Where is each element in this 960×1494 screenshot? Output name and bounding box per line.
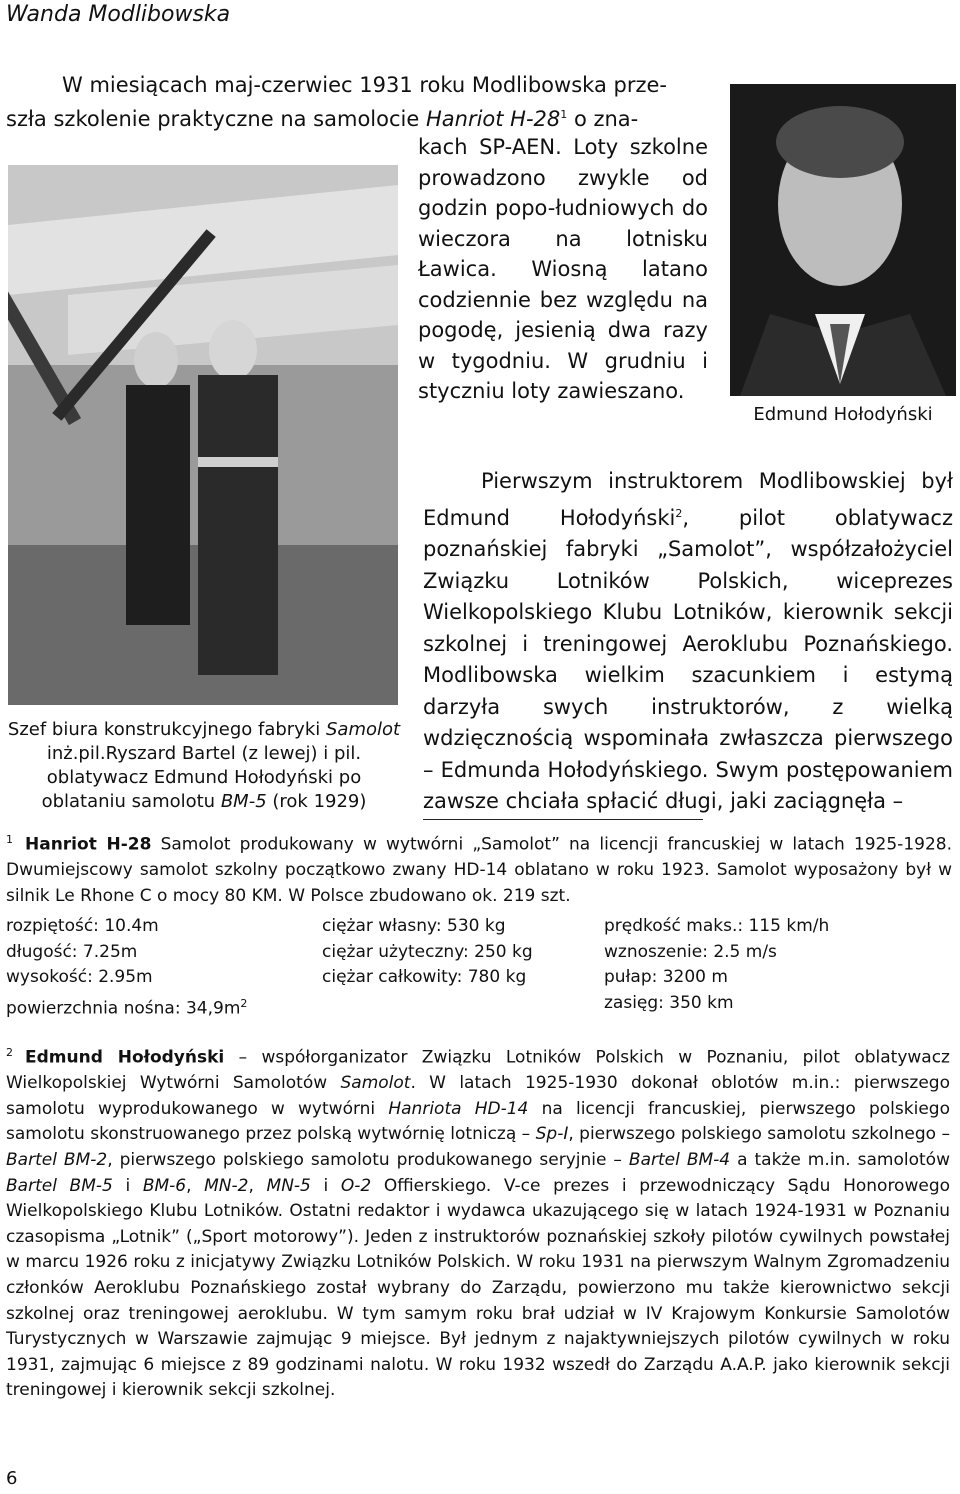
paragraph-instructor: [423, 466, 953, 818]
intro-aircraft: Hanriot H-28: [425, 107, 561, 131]
para2-text-1: Pierwszym instruktorem Modlibowskiej był Edmund Hołodyński: [423, 469, 953, 530]
spec-max-speed: prędkość maks.: 115 km/h: [604, 916, 830, 936]
caption-company: Samolot: [325, 719, 401, 740]
caption-plane: BM-5: [220, 791, 267, 812]
specs-column-2: [322, 914, 533, 991]
footnote-separator: [423, 819, 703, 820]
spec-range: zasięg: 350 km: [604, 992, 734, 1013]
para2-text-2: , pilot oblatywacz poznańskiej fabryki „Samolot”, współzałożyciel Związku Lotników Polskich, wiceprezes Wielkopolskiego Klubu Lotników, kierownik sekcji szkolnej i treningowej Aeroklubu Poznańskiego. Modlibowska wielkim szacunkiem i estymą darzyła swych instruktorów, z wielką wdzięcznością wspominała zwłaszcza pierwszego – Edmunda Hołodyńskiego. Swym postępowaniem zawsze chciała spłacić długi, jaki zaciągnęła –: [423, 505, 954, 813]
footnote-2-number: 2: [6, 1046, 13, 1059]
main-column-text: kach SP-AEN. Loty szkolne prowadzono zwykle od godzin popo-łudniowych do wieczora na lotnisku Ławica. Wiosną latano codziennie bez względu na pogodę, jesienią dwa razy w tygodniu. W grudniu i styczniu loty zawieszano.: [418, 135, 708, 403]
footnote-2-title: Edmund Hołodyński: [25, 1047, 225, 1068]
photo-men-plane-image: [8, 165, 398, 705]
photo-holodynski-portrait: [730, 84, 956, 396]
spec-total-weight: ciężar całkowity: 780 kg: [322, 967, 527, 987]
footnote-1-text: Samolot produkowany w wytwórni „Samolot” na licencji francuskiej w latach 1925-1928. Dwumiejscowy samolot szkolny początkowo zwany HD-14 oblatano w roku 1923. Samolot wyposażony był w silnik Le Rhone C o mocy 80 KM. W Polsce zbudowano ok. 219 szt.: [6, 834, 952, 906]
portrait-image: [730, 84, 956, 396]
spec-payload: ciężar użyteczny: 250 kg: [322, 941, 533, 962]
spec-length: długość: 7.25m: [6, 941, 138, 962]
spec-ceiling: pułap: 3200 m: [604, 967, 728, 987]
photo-left-caption: [4, 718, 404, 814]
footnote-2: $^2$ Edmund Hołodyński – współorganizator Związku Lotników Polskich w Poznaniu, pilot oblatywacz Wielkopolskiej Wytwórni Samolotów Samolot. W latach 1925-1930 dokonał oblotów m.in.: pierwszego samolotu wyprodukowanego w wytwórni Hanriota HD-14 na licencji francuskiej, pierwszego polskiego samolotu skonstruowanego przez polską wytwórnię lotniczą – Sp-I, pierwszego polskiego samolotu szkolnego – Bartel BM-2, pierwszego polskiego samolotu produkowanego seryjnie – Bartel BM-4 a także m.in. samolotów Bartel BM-5 i BM-6, MN-2, MN-5 i O-2 Offierskiego. V-ce prezes i przewodniczący Sądu Honorowego Wielkopolskiego Klubu Lotników. Ostatni redaktor i wydawca ukazującego się w latach 1924-1931 w Poznaniu czasopisma „Lotnik” („Sport motorowy”). Jeden z instruktorów poznańskiej szkoły pilotów cywilnych powstałej w marcu 1926 roku z inicjatywy Związku Lotników Polskich. W roku 1931 na pierwszym Walnym Zgromadzeniu członków Aeroklubu Poznańskiego został wybrany do Zarządu, powierzono mu także kierownictwo sekcji szkolnej oraz treningowej aeroklubu. W tym samym roku brał udział w IV Krajowym Konkursie Samolotów Turystycznych w Warszawie zajmując 9 miejsce. Był jednym z najaktywniejszych pilotów cywilnych w roku 1931, zajmując 6 miejsce z 89 godzinami nalotu. W roku 1932 wszedł do Zarządu A.A.P. jako kierownik sekcji treningowej i kierownik sekcji szkolnej.: [6, 1046, 951, 1401]
caption-part-2: inż.pil.Ryszard Bartel (z lewej) i pil. oblatywacz Edmund Hołodyński po oblataniu samolotu: [41, 743, 362, 812]
intro-line-2: szła szkolenie praktyczne na samolocie: [6, 107, 420, 131]
spec-wingspan: rozpiętość: 10.4m: [6, 916, 159, 936]
spec-climb: wznoszenie: 2.5 m/s: [604, 941, 777, 962]
intro-line-1: W miesiącach maj-czerwiec 1931 roku Modlibowska prze-: [62, 73, 667, 97]
footnote-1: [6, 827, 952, 909]
photo-right-caption: Edmund Hołodyński: [753, 404, 933, 425]
running-head: Wanda Modlibowska: [6, 2, 231, 27]
intro-after: o zna-: [567, 107, 639, 131]
specs-column-3: [604, 914, 829, 1016]
footnote-ref-1[interactable]: 1: [560, 108, 568, 121]
page-number: 6: [6, 1468, 18, 1489]
footnote-1-number: 1: [6, 833, 13, 846]
caption-part-1: Szef biura konstrukcyjnego fabryki: [7, 719, 321, 740]
footnote-ref-2[interactable]: 2: [675, 506, 683, 520]
intro-paragraph: [6, 70, 706, 134]
spec-height: wysokość: 2.95m: [6, 967, 153, 987]
caption-part-3: (rok 1929): [272, 791, 367, 812]
photo-bartel-holodynski: [8, 165, 398, 705]
specs-column-1: [6, 914, 247, 1022]
spec-empty-weight: ciężar własny: 530 kg: [322, 916, 506, 936]
footnote-1-title: Hanriot H-28: [25, 834, 152, 855]
spec-wing-area: powierzchnia nośna: $34,9m^2$: [6, 996, 248, 1019]
